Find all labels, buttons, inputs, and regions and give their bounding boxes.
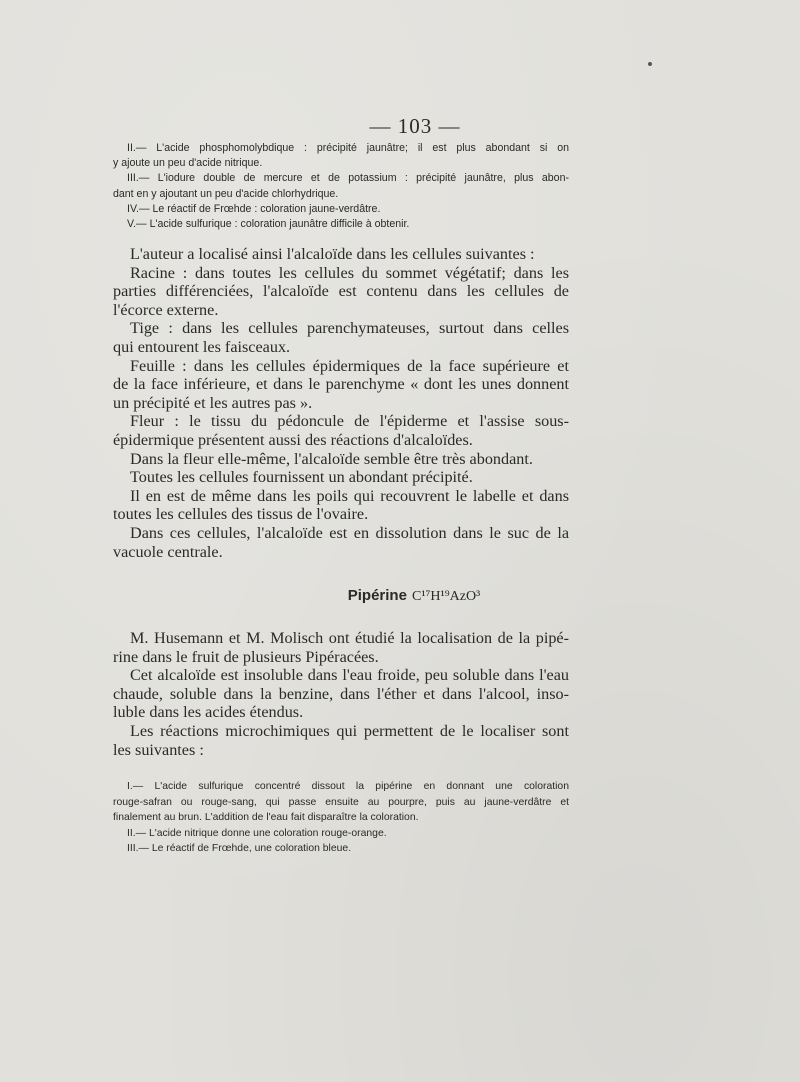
reagent-line: y ajoute un peu d'acide nitrique. — [113, 157, 263, 170]
reagent-line: dant en y ajoutant un peu d'acide chlorhydrique. — [113, 187, 339, 200]
text-line: toutes les cellules des tissus de l'ovaire. — [113, 505, 369, 524]
text-line: Les réactions microchimiques qui permettent de le localiser sont — [130, 721, 569, 740]
text-line: L'auteur a localisé ainsi l'alcaloïde dans les cellules suivantes : — [130, 245, 535, 263]
text-line: les suivantes : — [113, 740, 204, 759]
text-line: chaude, soluble dans la benzine, dans l'éther et dans l'alcool, inso- — [113, 684, 569, 703]
page-number: — 103 — — [369, 114, 461, 138]
reagent-list-piperine — [113, 779, 569, 857]
text-line: qui entourent les faisceaux. — [113, 337, 291, 356]
localisation-paragraphs — [113, 245, 569, 561]
text-line: Fleur : le tissu du pédoncule de l'épiderme et l'assise sous- — [130, 412, 569, 431]
reagent-line: finalement au brun. L'addition de l'eau fait disparaître la coloration. — [113, 812, 419, 824]
ink-speck — [648, 62, 652, 66]
text-line: Racine : dans toutes les cellules du sommet végétatif; dans les — [130, 263, 569, 282]
text-line: épidermique présentent aussi des réactions d'alcaloïdes. — [113, 430, 473, 449]
text-line: rine dans le fruit de plusieurs Pipéracées. — [113, 647, 379, 666]
reagent-line: II.— L'acide nitrique donne une coloration rouge-orange. — [127, 827, 387, 839]
heading-formula: C¹⁷H¹⁹AzO³ — [412, 589, 481, 604]
text-line: Cet alcaloïde est insoluble dans l'eau froide, peu soluble dans l'eau — [130, 666, 569, 685]
text-line: l'écorce externe. — [113, 300, 219, 319]
text-line: un précipité et les autres pas ». — [113, 393, 313, 412]
reagent-list-alkaloid — [113, 141, 569, 232]
text-line: vacuole centrale. — [113, 542, 223, 561]
text-line: luble dans les acides étendus. — [113, 703, 304, 722]
text-line: parties différenciées, l'alcaloïde est contenu dans les cellules de — [113, 282, 569, 301]
reagent-line: II.— L'acide phosphomolybdique : précipité jaunâtre; il est plus abondant si on — [127, 142, 569, 154]
section-heading — [0, 585, 800, 605]
reagent-line: I.— L'acide sulfurique concentré dissout la pipérine en donnant une coloration — [127, 781, 569, 792]
text-line: Feuille : dans les cellules épidermiques de la face supérieure et — [130, 356, 569, 375]
reagent-line: III.— L'iodure double de mercure et de potassium : précipité jaunâtre, plus abon- — [127, 172, 569, 185]
text-line: M. Husemann et M. Molisch ont étudié la localisation de la pipé- — [130, 629, 569, 647]
heading-name: Pipérine — [347, 587, 407, 604]
text-line: Dans la fleur elle-même, l'alcaloïde semble être très abondant. — [130, 449, 533, 468]
reagent-line: V.— L'acide sulfurique : coloration jaunâtre difficile à obtenir. — [127, 218, 410, 231]
reagent-line: rouge-safran ou rouge-sang, qui passe ensuite au pourpre, puis au jaune-verdâtre et — [113, 796, 569, 808]
reagent-line: IV.— Le réactif de Frœhde : coloration jaune-verdâtre. — [127, 202, 381, 215]
text-line: Dans ces cellules, l'alcaloïde est en dissolution dans le suc de la — [130, 523, 569, 542]
text-line: de la face inférieure, et dans le parenchyme « dont les unes donnent — [113, 375, 569, 394]
reagent-line: III.— Le réactif de Frœhde, une coloration bleue. — [127, 843, 352, 855]
text-line: Tige : dans les cellules parenchymateuses, surtout dans celles — [130, 319, 569, 338]
piperine-paragraphs — [113, 629, 569, 759]
text-line: Il en est de même dans les poils qui recouvrent le labelle et dans — [130, 486, 569, 505]
text-line: Toutes les cellules fournissent un abondant précipité. — [130, 468, 473, 487]
